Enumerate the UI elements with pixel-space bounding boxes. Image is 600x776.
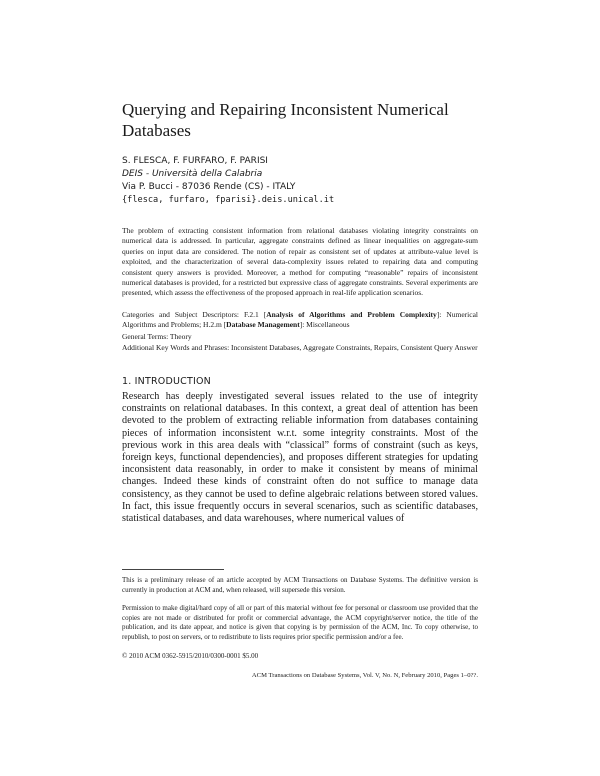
footnote-divider bbox=[122, 569, 224, 570]
categories-bold-2: Database Management bbox=[226, 320, 300, 330]
author-affiliation: DEIS - Università della Calabria bbox=[122, 169, 263, 179]
footnote-copyright: © 2010 ACM 0362-5915/2010/0300-0001 $5.00 bbox=[122, 652, 259, 660]
introduction-text: Research has deeply investigated several issues related to the use of integrity constraints on relational databases. In this context, a great deal of attention has been devoted to the problem of extracting reliable information from databases containing pieces of information inconsistent w.r.t. some integrity constraints. Most of the previous work in this area deals with “classical” forms of constraint (such as keys, foreign keys, functional dependencies), and proposes different strategies for updating inconsistent data reasonably, in order to make it consistent by means of minimal changes. Indeed these kinds of constraint often do not suffice to manage data consistency, as they cannot be used to define algebraic relations between stored values. In fact, this issue frequently occurs in several scenarios, such as scientific databases, statistical databases, and data warehouses, where numerical values of bbox=[122, 391, 478, 525]
general-terms: General Terms: Theory bbox=[122, 332, 192, 341]
section-heading-introduction: 1. INTRODUCTION bbox=[122, 376, 211, 387]
author-emails: {flesca, furfaro, fparisi}.deis.unical.it bbox=[122, 195, 335, 205]
categories-descriptors bbox=[122, 310, 478, 331]
author-address: Via P. Bucci - 87036 Rende (CS) - ITALY bbox=[122, 182, 296, 192]
author-block bbox=[122, 155, 502, 207]
keywords: Additional Key Words and Phrases: Inconsistent Databases, Aggregate Constraints, Repairs, Consistent Query Answer bbox=[122, 343, 478, 352]
categories-bold-1: Analysis of Algorithms and Problem Complexity bbox=[266, 310, 437, 319]
categories-prefix: Categories and Subject Descriptors: F.2.1 [ bbox=[122, 310, 267, 319]
categories-mid: ]: Numerical Algorithms and Problems; H.2.m [ bbox=[122, 310, 479, 330]
footnote-release: This is a preliminary release of an article accepted by ACM Transactions on Database Systems. The definitive version is currently in production at ACM and, when released, will supersede this version. bbox=[122, 576, 478, 594]
categories-suffix: ]: Miscellaneous bbox=[299, 320, 350, 330]
author-names: S. FLESCA, F. FURFARO, F. PARISI bbox=[122, 156, 268, 166]
abstract: The problem of extracting consistent information from relational databases violating integrity constraints on numerical data is addressed. In particular, aggregate constraints defined as linear inequalities on aggregate-sum queries on input data are considered. The notion of repair as consistent set of updates at attribute-value level is exploited, and the characterization of several data-complexity issues related to repairing data and computing consistent query answers is provided. Moreover, a method for computing “reasonable” repairs of inconsistent numerical databases is provided, for a restricted but expressive class of aggregate constraints. Several experiments are presented, which assess the effectiveness of the proposed approach in real-life application scenarios. bbox=[122, 226, 478, 298]
journal-footer: ACM Transactions on Database Systems, Vol. V, No. N, February 2010, Pages 1–0??. bbox=[251, 672, 478, 679]
paper-title: Querying and Repairing Inconsistent Numerical Databases bbox=[122, 100, 449, 140]
footnote-permission: Permission to make digital/hard copy of all or part of this material without fee for personal or classroom use provided that the copies are not made or distributed for profit or commercial advantage, the ACM copyright/server notice, the title of the publication, and its date appear, and notice is given that copying is by permission of the ACM, Inc. To copy otherwise, to republish, to post on servers, or to redistribute to lists requires prior specific permission and/or a fee. bbox=[122, 604, 478, 641]
